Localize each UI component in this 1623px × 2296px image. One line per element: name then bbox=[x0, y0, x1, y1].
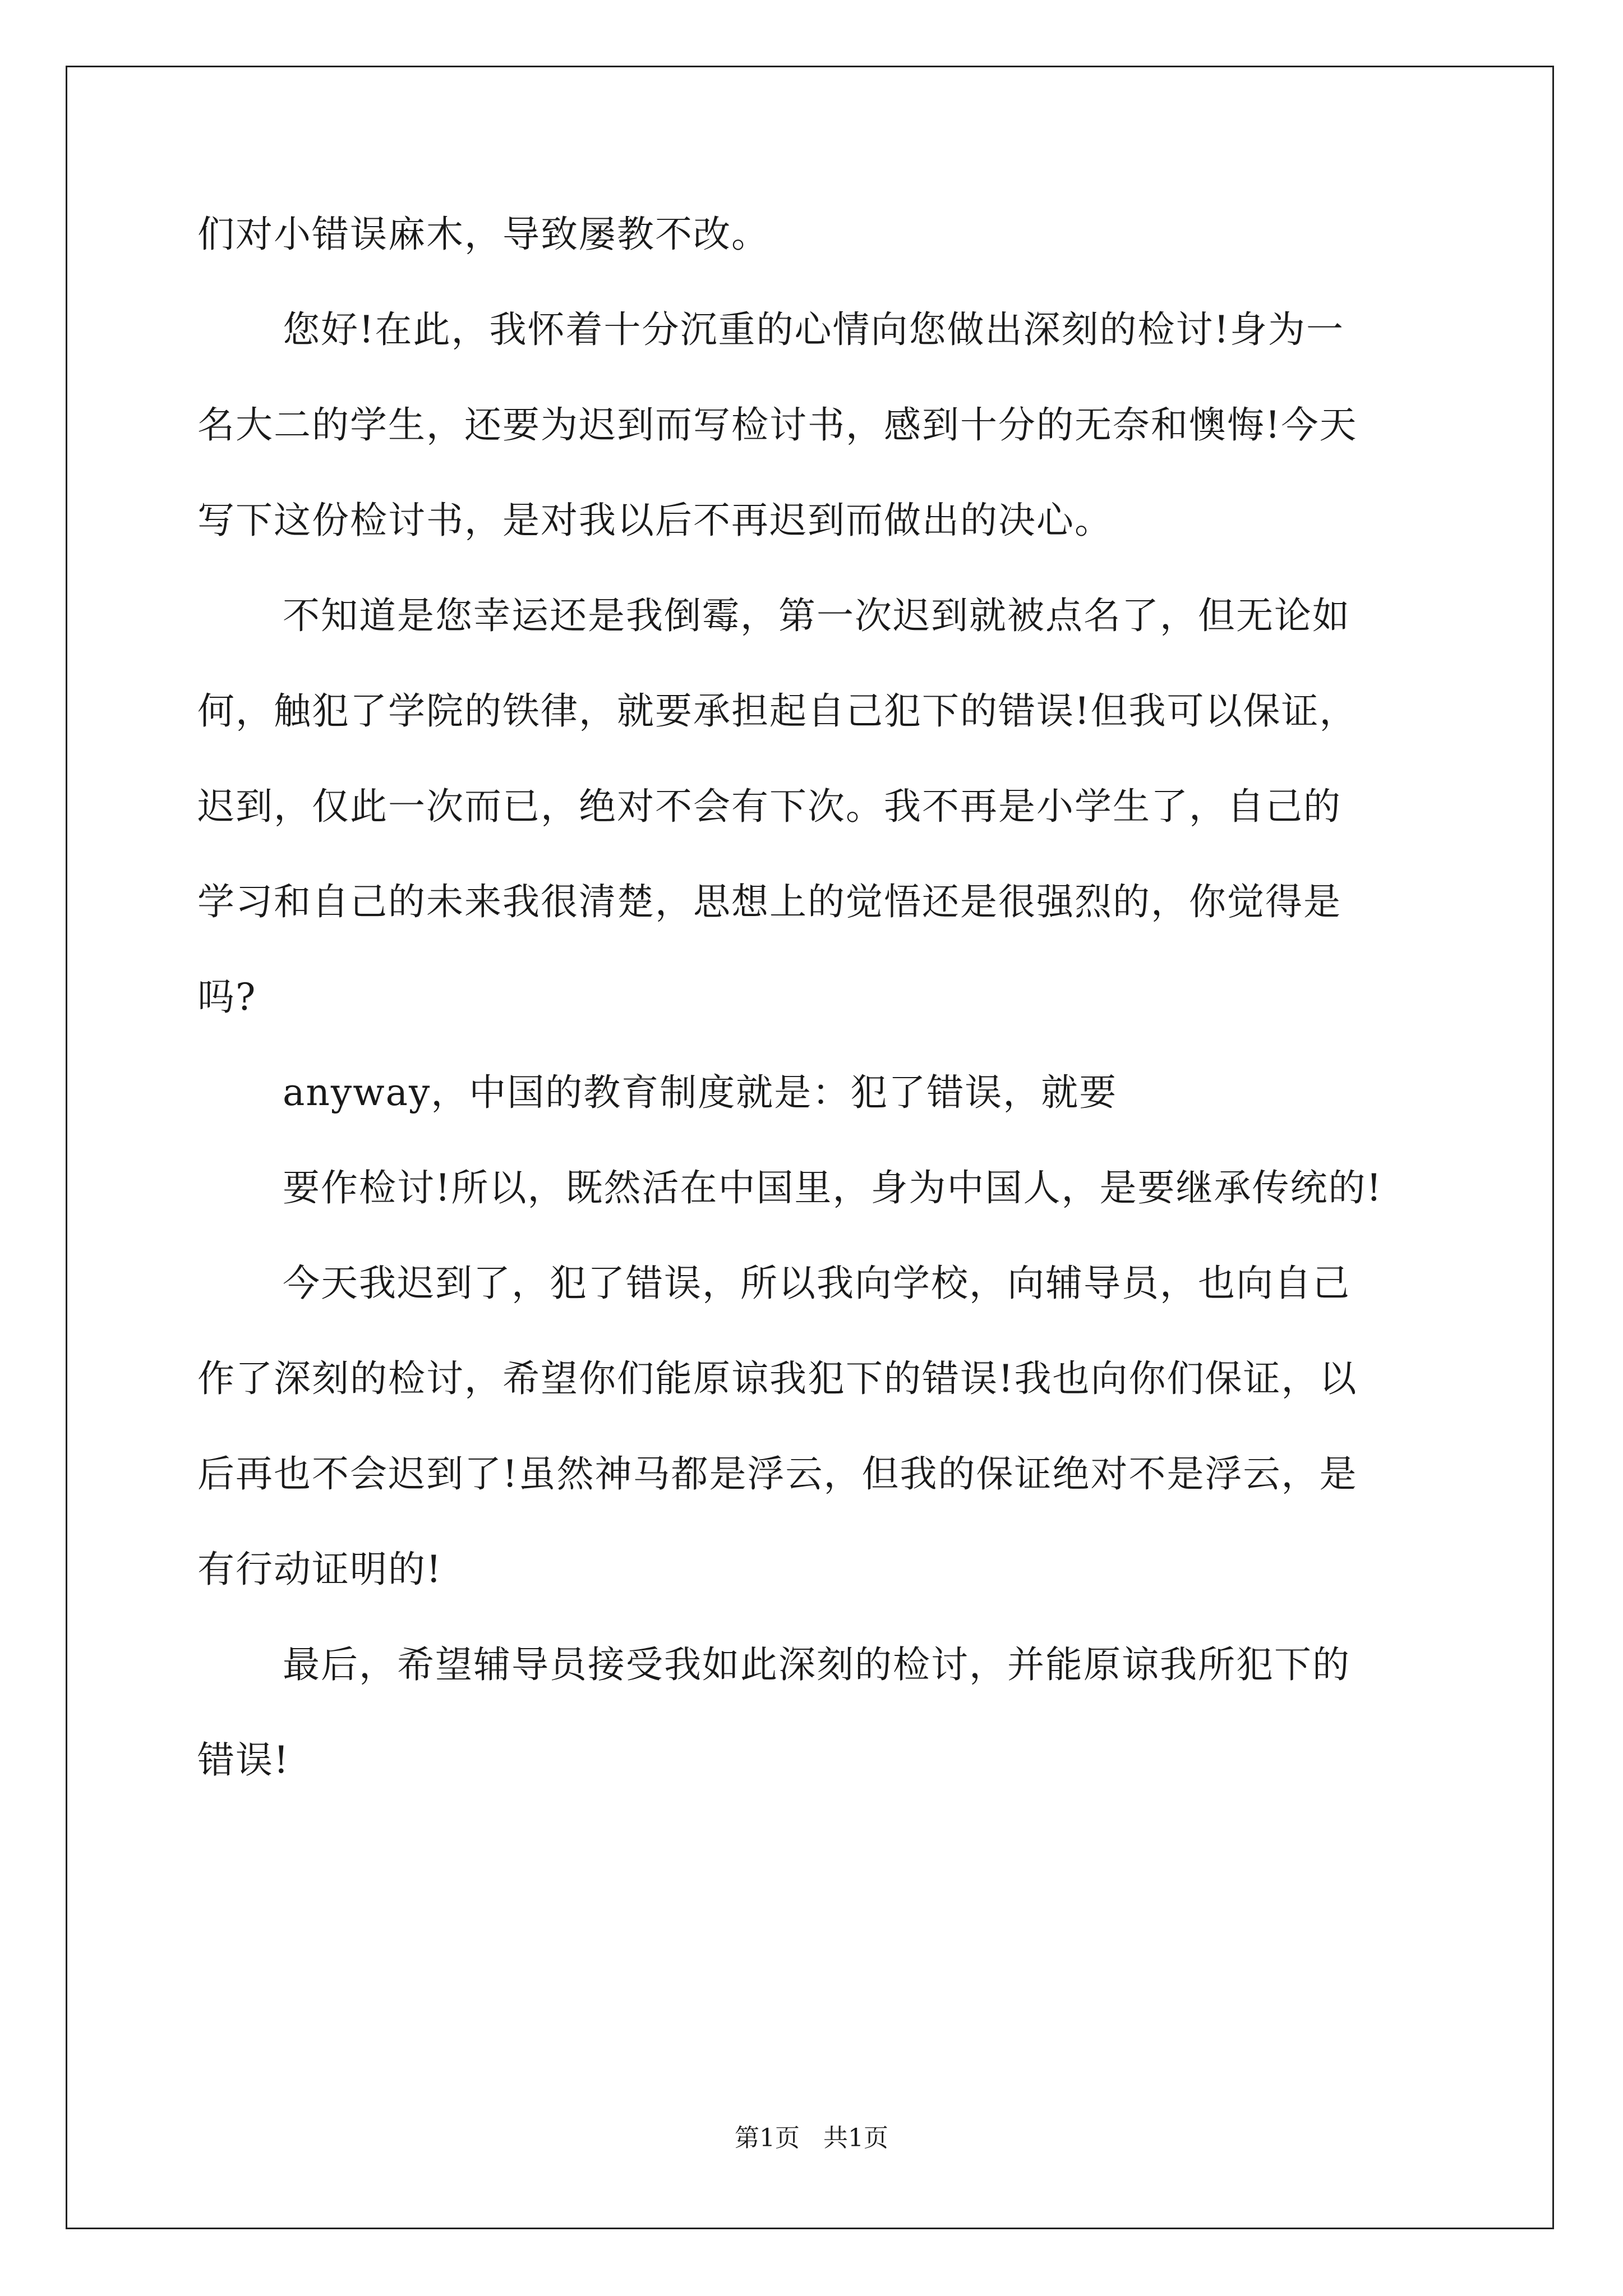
text-line: 后再也不会迟到了!虽然神马都是浮云，但我的保证绝对不是浮云，是 bbox=[197, 1452, 1358, 1496]
text-line: 何，触犯了学院的铁律，就要承担起自己犯下的错误!但我可以保证， bbox=[197, 689, 1358, 733]
text-line: 错误! bbox=[197, 1738, 290, 1782]
text-line: 要作检讨!所以，既然活在中国里，身为中国人，是要继承传统的! bbox=[283, 1166, 1383, 1209]
text-line: 迟到，仅此一次而已，绝对不会有下次。我不再是小学生了，自己的 bbox=[197, 785, 1341, 828]
text-line: 们对小错误麻木，导致屡教不改。 bbox=[197, 213, 769, 256]
text-line: 最后，希望辅导员接受我如此深刻的检讨，并能原谅我所犯下的 bbox=[283, 1643, 1350, 1686]
text-line: 作了深刻的检讨，希望你们能原谅我犯下的错误!我也向你们保证，以 bbox=[197, 1357, 1358, 1400]
text-line: 名大二的学生，还要为迟到而写检讨书，感到十分的无奈和懊悔!今天 bbox=[197, 403, 1358, 447]
text-line: 写下这份检讨书，是对我以后不再迟到而做出的决心。 bbox=[197, 499, 1113, 542]
text-line: 学习和自己的未来我很清楚，思想上的觉悟还是很强烈的，你觉得是 bbox=[197, 880, 1341, 923]
page-number-footer: 第1页 共1页 bbox=[735, 2124, 888, 2152]
page-border bbox=[66, 66, 1554, 2229]
text-line: anyway，中国的教育制度就是：犯了错误，就要 bbox=[283, 1071, 1118, 1114]
text-line: 不知道是您幸运还是我倒霉，第一次迟到就被点名了，但无论如 bbox=[283, 594, 1350, 637]
text-line: 有行动证明的! bbox=[197, 1548, 442, 1591]
text-line: 今天我迟到了，犯了错误，所以我向学校，向辅导员，也向自己 bbox=[283, 1262, 1350, 1305]
text-line: 吗? bbox=[197, 976, 257, 1019]
text-line: 您好!在此，我怀着十分沉重的心情向您做出深刻的检讨!身为一 bbox=[283, 308, 1345, 351]
